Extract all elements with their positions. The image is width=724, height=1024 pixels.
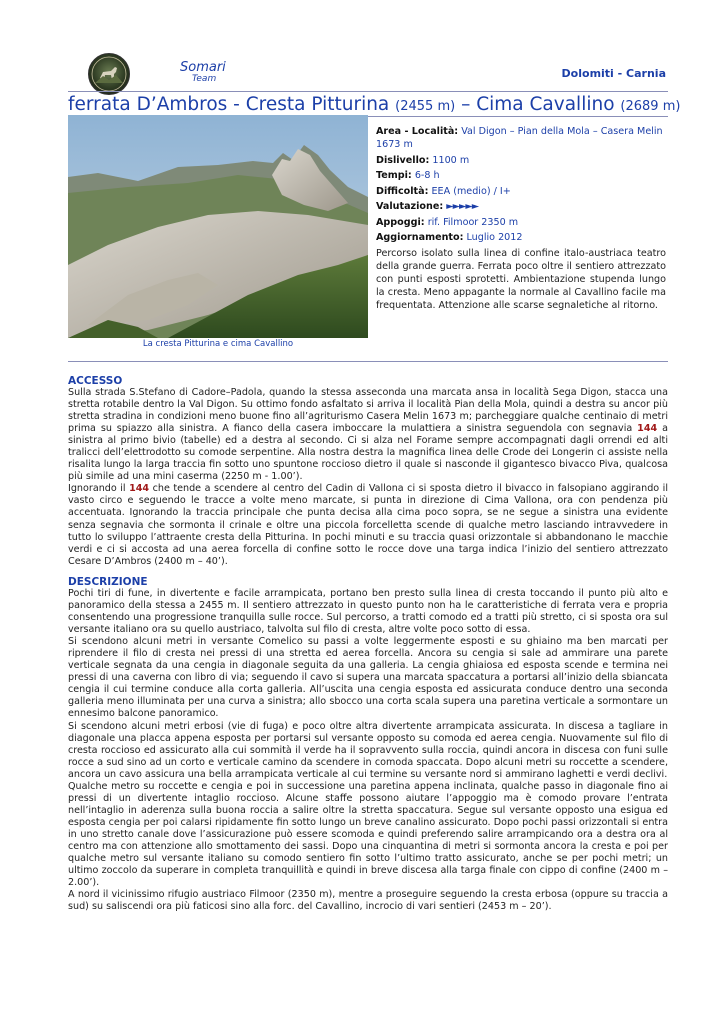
- region-label: Dolomiti - Carnia: [561, 67, 666, 80]
- route-summary: Percorso isolato sulla linea di confine italo-austriaca teatro della grande guerra. Ferrata poco oltre il sentiero attrezzato con punti esposti sprotetti. Ambientazione stupenda lungo la cresta. Meno appagante la normale al Cavallino facile ma frequentata. Attenzione alle scarse segnaletiche al ritorno.: [376, 247, 666, 311]
- valutazione-label: Valutazione:: [376, 201, 444, 212]
- descrizione-paragraph-5: A nord il vicinissimo rifugio austriaco Filmoor (2350 m), mentre a proseguire seguendo la cresta erbosa (oppure su traccia a sud) su saliscendi ora più faticosi sino alla forc. del Cavallino, incrocio di vari sentieri (2453 m – 20’).: [68, 889, 668, 913]
- info-tempi: [376, 169, 666, 182]
- somari-team-logo: [88, 53, 130, 95]
- descrizione-paragraph-2: Si scendono alcuni metri in versante Comelico su passi a volte leggermente esposti e su ghiaino ma ben marcati per riprendere il filo di cresta nei pressi di una stretta ed aerea forcella. Ancora su cengia si sale ad ammirare una parete verticale segnata da una cengia in diagonale seguita da una galleria. La cengia ghiaiosa ed esposta scende e termina nei pressi di una caverna con libro di via; seguendo il cavo si supera una marcata spaccatura a portarsi all’inizio della sbiancata cengia il cui termine conduce alla corta galleria. All’uscita una cengia esposta ed assicurata conduce dentro una seconda galleria meno illuminata per una curva a sinistra; allo sbocco una corta scala supera una paretina verticale a sormontare un ennesimo balcone panoramico.: [68, 636, 668, 720]
- aggiornamento-value: Luglio 2012: [466, 232, 523, 243]
- accesso-paragraph-2: [68, 483, 668, 567]
- descrizione-paragraph-4: Qualche metro su roccette e cengia e poi in successione una paretina appena inclinata, qualche passo in diagonale fino ai pressi di un divertente intaglio roccioso. Alcune staffe possono aiutare l’appoggio ma è comodo provare l’entrata nell’intaglio in aderenza sulla buona roccia a salire oltre la stretta spaccatura. Segue sul versante opposto una esigua ed esposta cengia per poi calarsi ripidamente fin sotto lungo un breve canalino assicurato. Dopo pochi passi orizzontali si entra in uno stretto canale dove l’assicurazione può essere scomoda e quindi preferendo salire arrampicando ora a destra ora al centro ma con attenzione allo smottamento dei sassi. Dopo una cinquantina di metri si sormonta ancora la cresta e poi per qualche metro sul versante italiano su comodo sentiero fin sotto l’ultimo tratto assicurato, anche se per pochi metri; un ultimo zoccolo da superare in completa tranquillità e quindi in breve discesa alla targa finale con cippo di confine (2400 m – 2.00’).: [68, 780, 668, 889]
- tempi-label: Tempi:: [376, 170, 412, 181]
- title-altitude2: (2689 m): [620, 99, 681, 114]
- accesso-p2-text-b: che tende a scendere al centro del Cadin di Vallona ci si sposta dietro il bivacco in falsopiano aggirando il vasto circo e seguendo le tracce a volte meno marcate, si punta in direzione di Cima Vallona, ora con pendenza più accentuata. Ignorando la traccia principale che punta decisa alla cima poco sopra, se ne segue a sinistra una evidente senza segnavia che sormonta il crinale e oltre una piccola forcelletta scende di qualche metro lasciando intravvedere in tutto lo sviluppo l’attraente cresta della Pitturina. In pochi minuti e su traccia quasi orizzontale si abbandonano le macchie verdi e ci si accosta ad una aerea forcella di confine sotto le rocce dove una targa indica l’inizio del sentiero attrezzato Cesare D’Ambros (2400 m – 40’).: [68, 483, 668, 567]
- accesso-p1-text-b: a sinistra al primo bivio (tabelle) ed a destra al secondo. Ci si alza nel Forame sempre accompagnati dagli orrendi ed alti tralicci dell’elettrodotto su comode serpentine. Alla nostra destra la magnifica linea delle Crode dei Longerin ci assiste nella risalita lungo la larga traccia fin sotto uno spuntone roccioso dietro il quale si nasconde il gigantesco bivacco Piva, qualcosa più simile ad una mini caserma (2250 m - 1.00’).: [68, 423, 668, 483]
- accesso-p1-text-a: Sulla strada S.Stefano di Cadore–Padola, quando la stessa asseconda una marcata ansa in località Sega Digon, stacca una stretta rotabile dentro la Val Digon. Su ottimo fondo asfaltato si arriva il località Pian della Mola, quindi a destra su ancor più stretta stradina in condizioni meno buone fino all’agriturismo Casera Melin 1673 m; parcheggiare qualche centinaio di metri prima su spiazzo alla sinistra. A fianco della casera imboccare la mulattiera a sinistra seguendola con segnavia: [68, 387, 668, 435]
- accesso-heading: ACCESSO: [68, 375, 123, 387]
- info-valutazione: [376, 200, 666, 213]
- rating-arrows-icon: ►►►►►: [446, 201, 479, 212]
- title-part1: ferrata D’Ambros - Cresta Pitturina: [68, 94, 390, 115]
- aggiornamento-label: Aggiornamento:: [376, 232, 464, 243]
- accesso-paragraph-1: [68, 387, 668, 483]
- descrizione-heading: DESCRIZIONE: [68, 576, 148, 588]
- dislivello-value: 1100 m: [432, 154, 470, 166]
- descrizione-paragraph-1: Pochi tiri di fune, in divertente e facile arrampicata, portano ben presto sulla linea di cresta toccando il punto più alto e panoramico della stessa a 2455 m. Il sentiero attrezzato in questo punto non ha le caratteristiche di ferrata vera e propria consentendo una progressione tranquilla sulle rocce. Sul percorso, a tratti comodo ed a tratti più stretto, ci si sposta ora sul versante italiano ora su quello austriaco, talvolta sul filo di cresta, altre volte poco sotto di essa.: [68, 588, 668, 636]
- tempi-value: 6-8 h: [414, 170, 440, 181]
- info-aggiornamento: [376, 231, 666, 244]
- trail-number-144: 144: [637, 423, 658, 435]
- area-value: Val Digon – Pian della Mola – Casera Melin 1673 m: [376, 126, 663, 150]
- info-appoggi: [376, 216, 666, 229]
- route-info: [376, 125, 666, 312]
- dislivello-label: Dislivello:: [376, 154, 430, 166]
- info-dislivello: [376, 154, 666, 167]
- descrizione-section: [68, 576, 668, 913]
- title-dash: –: [455, 94, 477, 115]
- donkey-logo-icon: [89, 54, 129, 94]
- info-difficolta: [376, 185, 666, 198]
- difficolta-value: EEA (medio) / I+: [431, 185, 511, 197]
- brand: [180, 60, 226, 84]
- brand-name: Somari: [180, 60, 226, 75]
- trail-number-144-second: 144: [129, 483, 150, 495]
- title-altitude1: (2455 m): [395, 99, 456, 114]
- section-divider: [68, 361, 668, 362]
- brand-subtitle: Team: [192, 74, 217, 84]
- accesso-section: [68, 375, 668, 568]
- info-area: [376, 125, 666, 151]
- page-title: [68, 91, 681, 117]
- mountain-photo: [68, 115, 368, 338]
- appoggi-label: Appoggi:: [376, 216, 425, 228]
- title-part2: Cima Cavallino: [476, 94, 615, 115]
- area-label: Area - Località:: [376, 126, 459, 137]
- descrizione-paragraph-3: Si scendono alcuni metri erbosi (vie di fuga) e poco oltre altra divertente arrampicata assicurata. In discesa a tagliare in diagonale una placca appena esposta per portarsi sul versante opposto su comoda ed aerea cengia. Nuovamente sul filo di cresta roccioso ed assicurato alla cui sommità il verde ha il sopravvento sulla roccia, quindi ancora in discesa con funi sulle rocce a sud sino ad un corto e verticale camino da scendere in comoda spaccata. Dopo alcuni metri su roccette a scendere, ancora un cavo assicura una bella arrampicata verticale al cui termine su versante nord si ammirano laghetti e verdi declivi.: [68, 720, 668, 780]
- difficolta-label: Difficoltà:: [376, 185, 429, 197]
- appoggi-value: rif. Filmoor 2350 m: [427, 216, 519, 228]
- photo-caption: La cresta Pitturina e cima Cavallino: [142, 339, 294, 349]
- accesso-p2-text-a: Ignorando il: [68, 483, 130, 495]
